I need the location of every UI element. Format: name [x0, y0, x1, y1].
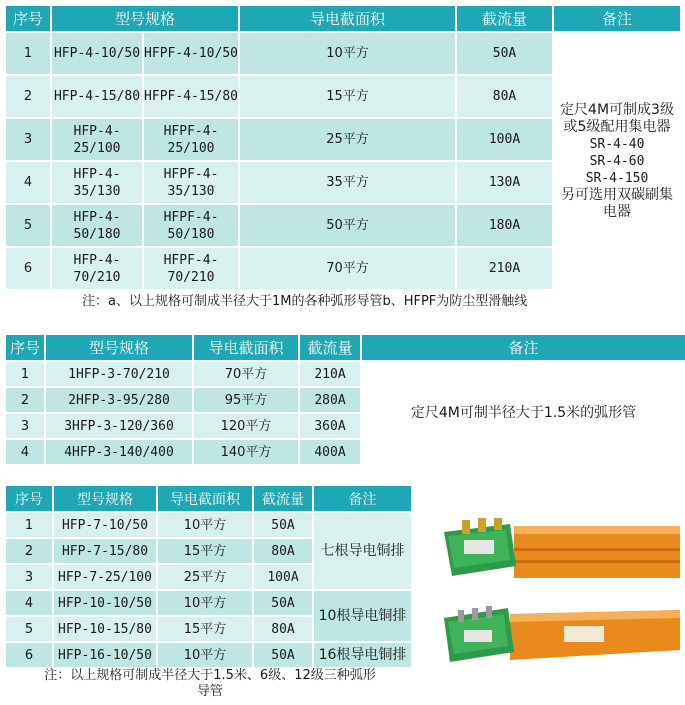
table-row [5, 32, 681, 75]
area-cell: 35平方 [239, 161, 456, 204]
note-line: SR-4-150 [585, 170, 649, 186]
model-hfp: HFP-4-70/210 [51, 247, 143, 290]
model-cell: 2HFP-3-95/280 [45, 387, 193, 413]
model-cell: HFP-7-25/100 [53, 564, 157, 590]
area-cell: 95平方 [193, 387, 299, 413]
area-cell: 70平方 [239, 247, 456, 290]
header-current: 截流量 [299, 334, 361, 361]
row-no: 3 [5, 564, 53, 590]
table1-footnote: 注：a、以上规格可制成半径大于1M的各种弧形导管b、HFPF为防尘型滑触线 [82, 294, 528, 309]
model-hfp: HFP-4-15/80 [51, 75, 143, 118]
area-cell: 10平方 [157, 590, 253, 616]
model-hfpf: HFPF-4-70/210 [143, 247, 239, 290]
header-no: 序号 [5, 5, 51, 32]
row-no: 6 [5, 247, 51, 290]
table-row [5, 590, 412, 616]
row-no: 1 [5, 361, 45, 387]
model-hfpf: HFPF-4-10/50 [143, 32, 239, 75]
header-model: 型号规格 [53, 485, 157, 512]
note-cell: 10根导电铜排 [313, 590, 412, 642]
table-header-row [5, 5, 681, 32]
model-hfp: HFP-4-35/130 [51, 161, 143, 204]
current-cell: 400A [299, 439, 361, 465]
note-line: 电器 [603, 203, 632, 220]
note-line: 另可选用双碳刷集 [561, 186, 674, 203]
table3-footnote [4, 668, 416, 700]
current-cell: 180A [456, 204, 553, 247]
header-model: 型号规格 [51, 5, 239, 32]
model-cell: HFP-7-10/50 [53, 512, 157, 538]
current-cell: 130A [456, 161, 553, 204]
spec-table-hfp-4 [4, 4, 682, 291]
table-row [5, 361, 685, 387]
area-cell: 15平方 [239, 75, 456, 118]
header-area: 导电截面积 [157, 485, 253, 512]
model-cell: HFP-10-15/80 [53, 616, 157, 642]
model-cell: 4HFP-3-140/400 [45, 439, 193, 465]
area-cell: 10平方 [157, 642, 253, 668]
header-note: 备注 [553, 5, 681, 32]
model-cell: HFP-10-10/50 [53, 590, 157, 616]
model-hfpf: HFPF-4-35/130 [143, 161, 239, 204]
header-area: 导电截面积 [239, 5, 456, 32]
row-no: 5 [5, 204, 51, 247]
model-cell: 3HFP-3-120/360 [45, 413, 193, 439]
table-header-row [5, 334, 685, 361]
spec-table-hfp-3 [4, 333, 685, 466]
row-no: 3 [5, 118, 51, 161]
note-cell: 16根导电铜排 [313, 642, 412, 668]
model-cell: 1HFP-3-70/210 [45, 361, 193, 387]
footnote-line: 导管 [196, 684, 223, 699]
header-model: 型号规格 [45, 334, 193, 361]
current-cell: 100A [456, 118, 553, 161]
area-cell: 10平方 [157, 512, 253, 538]
table-row [5, 642, 412, 668]
note-cell: 定尺4M可制半径大于1.5米的弧形管 [361, 361, 685, 465]
note-cell [553, 32, 681, 290]
area-cell: 15平方 [157, 616, 253, 642]
model-cell: HFP-7-15/80 [53, 538, 157, 564]
area-cell: 70平方 [193, 361, 299, 387]
header-area: 导电截面积 [193, 334, 299, 361]
row-no: 4 [5, 439, 45, 465]
rail-with-collector-image [444, 518, 680, 588]
footnote-line: 注：以上规格可制成半径大于1.5米、6级、12级三种弧形 [44, 668, 376, 683]
table-header-row [5, 485, 412, 512]
current-cell: 50A [456, 32, 553, 75]
current-cell: 80A [253, 538, 313, 564]
model-cell: HFP-16-10/50 [53, 642, 157, 668]
model-hfpf: HFPF-4-25/100 [143, 118, 239, 161]
area-cell: 120平方 [193, 413, 299, 439]
row-no: 6 [5, 642, 53, 668]
model-hfpf: HFPF-4-15/80 [143, 75, 239, 118]
current-cell: 50A [253, 642, 313, 668]
current-cell: 210A [456, 247, 553, 290]
row-no: 4 [5, 590, 53, 616]
current-cell: 280A [299, 387, 361, 413]
current-cell: 50A [253, 512, 313, 538]
row-no: 2 [5, 387, 45, 413]
table-row [5, 512, 412, 538]
row-no: 5 [5, 616, 53, 642]
row-no: 2 [5, 75, 51, 118]
spec-table-multi-rail [4, 484, 413, 669]
header-current: 截流量 [456, 5, 553, 32]
current-cell: 50A [253, 590, 313, 616]
current-cell: 210A [299, 361, 361, 387]
note-line: 或5级配用集电器 [563, 118, 671, 135]
header-current: 截流量 [253, 485, 313, 512]
area-cell: 10平方 [239, 32, 456, 75]
model-hfp: HFP-4-10/50 [51, 32, 143, 75]
model-hfp: HFP-4-50/180 [51, 204, 143, 247]
header-no: 序号 [5, 334, 45, 361]
note-line: SR-4-40 [589, 136, 645, 152]
row-no: 3 [5, 413, 45, 439]
row-no: 1 [5, 512, 53, 538]
current-cell: 360A [299, 413, 361, 439]
current-cell: 80A [456, 75, 553, 118]
current-cell: 100A [253, 564, 313, 590]
rail-with-collector-image-2 [444, 604, 680, 670]
model-hfpf: HFPF-4-50/180 [143, 204, 239, 247]
header-note: 备注 [313, 485, 412, 512]
row-no: 2 [5, 538, 53, 564]
model-hfp: HFP-4-25/100 [51, 118, 143, 161]
current-cell: 80A [253, 616, 313, 642]
area-cell: 25平方 [239, 118, 456, 161]
area-cell: 25平方 [157, 564, 253, 590]
note-line: 定尺4M可制成3级 [560, 101, 674, 118]
row-no: 1 [5, 32, 51, 75]
area-cell: 50平方 [239, 204, 456, 247]
note-line: SR-4-60 [589, 153, 645, 169]
row-no: 4 [5, 161, 51, 204]
note-cell: 七根导电铜排 [313, 512, 412, 590]
area-cell: 15平方 [157, 538, 253, 564]
header-note: 备注 [361, 334, 685, 361]
header-no: 序号 [5, 485, 53, 512]
area-cell: 140平方 [193, 439, 299, 465]
